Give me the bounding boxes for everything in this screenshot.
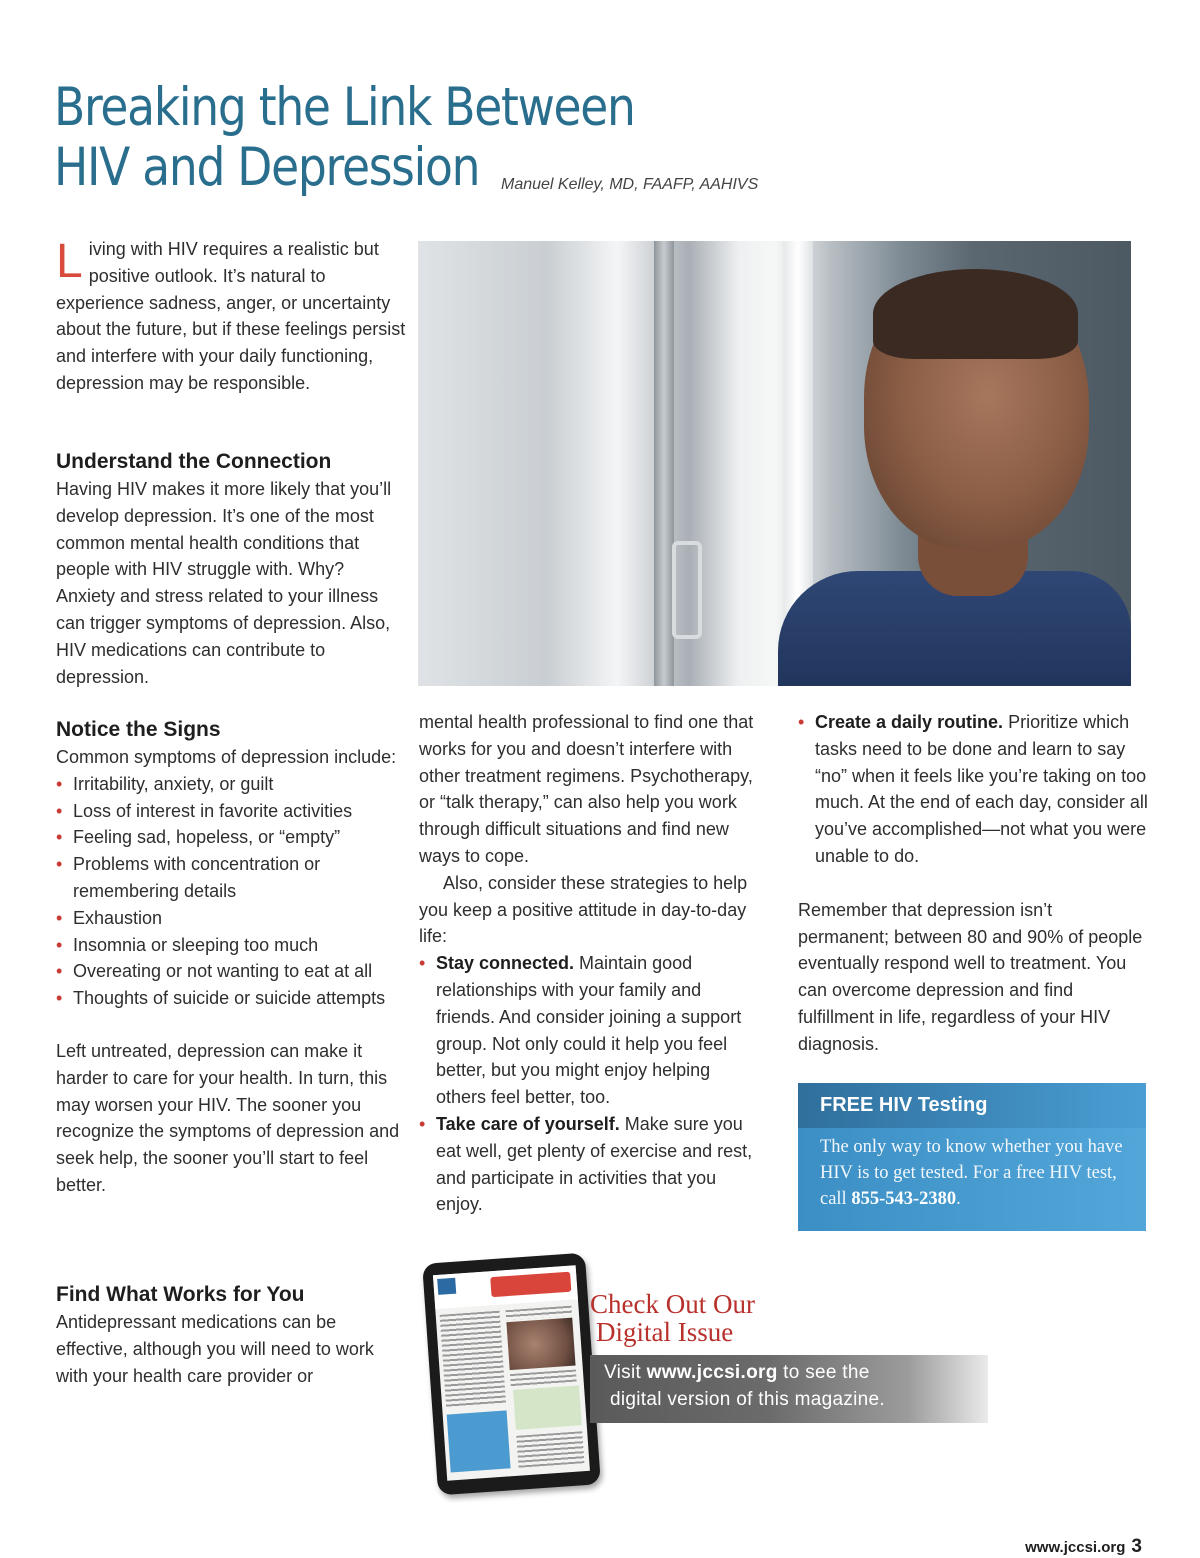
visit-post: to see the [777,1362,870,1383]
visit-pre: Visit [604,1362,647,1383]
phone-number[interactable]: 855-543-2380 [851,1189,957,1209]
column-3 [798,709,1148,1058]
callout-text: The only way to know whether you have HIV is to get tested. For a free HIV test, call [820,1137,1123,1209]
list-item: • Irritability, anxiety, or guilt [56,771,406,798]
column-2 [419,709,759,1218]
drop-cap: L [56,235,83,288]
list-item [419,1111,759,1218]
list-item: • Thoughts of suicide or suicide attempts [56,985,406,1012]
list-item: • Loss of interest in favorite activities [56,798,406,825]
signs-intro: Common symptoms of depression include: [56,747,397,767]
digital-issue-heading [590,1290,755,1346]
list-item [419,950,759,1111]
section-works [56,1281,406,1389]
page-footer [1025,1536,1142,1558]
signs-outro: Left untreated, depression can make it harder to care for your health. In turn, this may worsen your HIV. The sooner you recognize the symptoms of depression and seek help, the sooner you’ll start to feel better. [56,1040,400,1195]
promo-line-2: Digital Issue [596,1317,734,1347]
title-line-1: Breaking the Link Between [54,77,635,138]
intro-text: iving with HIV requires a realistic but positive outlook. It’s natural to experience sadness, anger, or uncertainty about the future, but if these feelings persist and interfere with your daily functioning, depression may be responsible. [56,239,406,393]
strategy-lead: Take care of yourself. [436,1113,620,1134]
works-text: Antidepressant medications can be effective, although you will need to work with your health care provider or [56,1312,374,1386]
strategy-text: Make sure you eat well, get plenty of exercise and rest, and participate in activities that you enjoy. [436,1113,753,1215]
strategy-text: Maintain good relationships with your family and friends. And consider joining a support group. Not only could it help you feel better, but you might enjoy helping others feel better, too. [436,953,742,1108]
list-item: • Problems with concentration or remembering details [56,851,406,905]
callout-body [798,1128,1146,1212]
callout-end: . [956,1189,961,1209]
tablet-magazine-image [422,1253,601,1496]
section-signs [56,716,406,1199]
strategy-list-cont [798,709,1148,870]
section-connection [56,448,406,690]
list-item: • Feeling sad, hopeless, or “empty” [56,824,406,851]
heading-connection: Understand the Connection [56,450,332,473]
symptom-list [56,771,406,1012]
connection-text: Having HIV makes it more likely that you’ll develop depression. It’s one of the most common mental health conditions that people with HIV struggle with. Why? Anxiety and stress related to your illness can trigger symptoms of depression. Also, HIV medications can contribute to depression. [56,479,392,687]
callout-heading: FREE HIV Testing [798,1083,1146,1128]
strategy-lead: Stay connected. [436,953,575,974]
author-byline: Manuel Kelley, MD, FAAFP, AAHIVS [501,176,759,193]
visit-banner [590,1355,988,1423]
list-item: • Exhaustion [56,905,406,932]
list-item [798,709,1148,870]
strategy-lead: Create a daily routine. [815,712,1004,732]
page-number: 3 [1131,1536,1142,1557]
list-item: • Insomnia or sleeping too much [56,932,406,959]
free-testing-callout [798,1083,1146,1231]
visit-url-link[interactable]: www.jccsi.org [646,1362,778,1383]
man-by-window-photo [418,241,1131,686]
visit-line-2: digital version of this magazine. [610,1389,885,1410]
strategies-intro: Also, consider these strategies to help you keep a positive attitude in day-to-day life: [419,872,748,947]
col2-continued: mental health professional to find one that works for you and doesn’t interfere with other treatment regimens. Psychotherapy, or “talk therapy,” can also help you work through difficult situations and find new ways to cope. [419,712,754,866]
heading-works: Find What Works for You [56,1283,305,1306]
visit-text [604,1359,984,1413]
intro-paragraph [56,236,406,397]
list-item: • Overeating or not wanting to eat at all [56,958,406,985]
footer-url[interactable]: www.jccsi.org [1025,1539,1126,1556]
closing-text: Remember that depression isn’t permanent; between 80 and 90% of people eventually respond well to treatment. You can overcome depression and find fulfillment in life, regardless of your HIV diagnosis. [798,899,1143,1054]
strategy-list [419,950,759,1218]
title-line-2: HIV and Depression [54,137,480,198]
strategy-text: Prioritize which tasks need to be done and learn to say “no” when it feels like you’re taking on too much. At the end of each day, consider all you’ve accomplished—not what you were unable to do. [815,712,1148,866]
heading-signs: Notice the Signs [56,718,221,741]
promo-line-1: Check Out Our [590,1289,755,1319]
